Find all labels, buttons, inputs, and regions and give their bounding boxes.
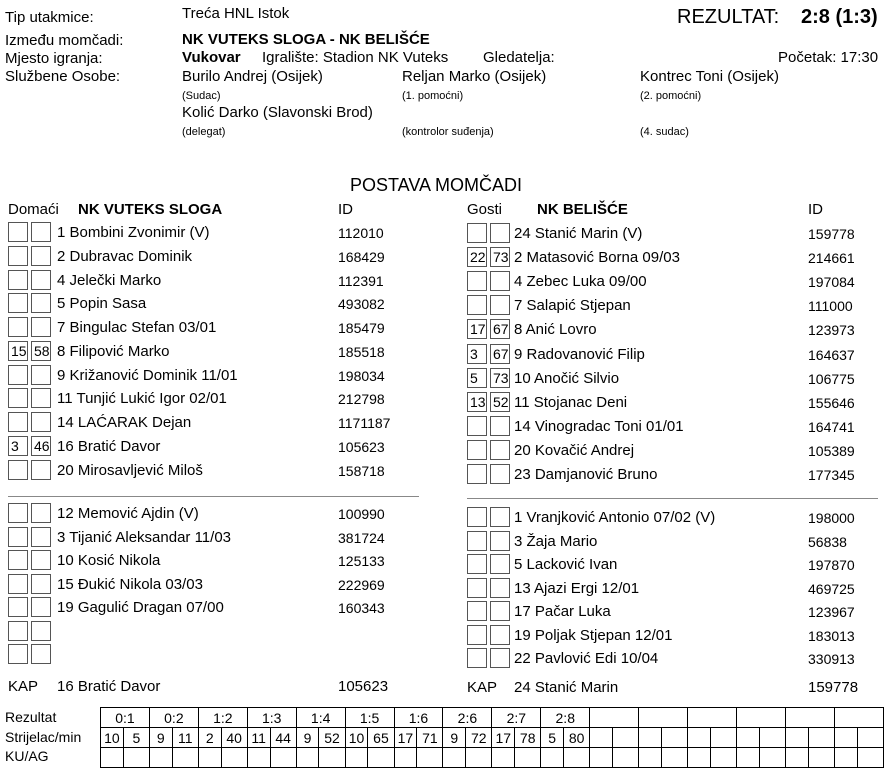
home-player: 8 Filipović Marko xyxy=(57,342,170,360)
home-box-2 xyxy=(31,644,51,664)
home-player: 2 Dubravac Dominik xyxy=(57,247,193,265)
away-box-2 xyxy=(490,648,510,668)
ku-ag-cell xyxy=(492,748,515,768)
away-player: 11 Stojanac Deni xyxy=(514,393,628,411)
score-cell xyxy=(639,708,688,728)
home-kap-player: 16 Bratić Davor xyxy=(57,678,161,695)
away-box-2: 73 xyxy=(490,247,510,267)
away-player-id: 164741 xyxy=(808,418,855,435)
score-cell: 2:7 xyxy=(492,708,541,728)
scorer-number-cell: 17 xyxy=(492,728,515,748)
home-player: 15 Đukić Nikola 03/03 xyxy=(57,575,203,593)
home-player: 20 Mirosavljević Miloš xyxy=(57,461,203,479)
home-box-2 xyxy=(31,365,51,385)
ku-ag-cell xyxy=(247,748,270,768)
home-box-1: 3 xyxy=(8,436,28,456)
away-kap-player: 24 Stanić Marin xyxy=(514,679,619,696)
away-player-id: 159778 xyxy=(808,226,855,242)
away-player: 22 Pavlović Edi 10/04 xyxy=(514,650,659,667)
scorer-minute-cell: 40 xyxy=(221,728,247,748)
home-box-2 xyxy=(31,460,51,480)
sluzbene-label: Službene Osobe: xyxy=(5,68,121,85)
home-box-2 xyxy=(31,222,51,242)
ku-ag-cell xyxy=(368,748,394,768)
home-box-1 xyxy=(8,293,28,313)
home-box-2 xyxy=(31,270,51,290)
away-box-1: 22 xyxy=(467,247,487,267)
official-role: (1. pomoćni) xyxy=(402,90,464,102)
away-player: 19 Poljak Stjepan 12/01 xyxy=(514,626,673,644)
away-player: 24 Stanić Marin (V) xyxy=(514,225,643,242)
ku-ag-cell xyxy=(564,748,590,768)
home-player-id: 168429 xyxy=(338,248,385,265)
scorer-number-cell xyxy=(834,728,857,748)
official-name: Kontrec Toni (Osijek) xyxy=(640,68,779,85)
away-player: 17 Pačar Luka xyxy=(514,603,611,620)
scorer-number-cell xyxy=(590,728,613,748)
away-box-2: 67 xyxy=(490,344,510,364)
away-box-1 xyxy=(467,601,487,621)
official-role: (4. sudac) xyxy=(640,126,689,138)
tip-value: Treća HNL Istok xyxy=(182,5,290,22)
away-player-id: 469725 xyxy=(808,580,855,597)
home-box-2 xyxy=(31,621,51,641)
ku-ag-cell xyxy=(808,748,834,768)
scorer-minute-cell: 72 xyxy=(466,728,492,748)
away-player-id: 105389 xyxy=(808,442,855,459)
score-cell: 1:5 xyxy=(345,708,394,728)
ku-ag-cell xyxy=(857,748,883,768)
home-player-id: 112010 xyxy=(338,225,384,241)
scorer-number-cell xyxy=(639,728,662,748)
away-kap-id: 159778 xyxy=(808,679,859,696)
home-box-1 xyxy=(8,527,28,547)
home-box-1 xyxy=(8,317,28,337)
home-box-1 xyxy=(8,246,28,266)
home-player-id: 212798 xyxy=(338,391,385,408)
scorer-minute-cell: 65 xyxy=(368,728,394,748)
tip-label: Tip utakmice: xyxy=(5,9,94,26)
score-cell xyxy=(688,708,737,728)
home-box-2 xyxy=(31,574,51,594)
official-name: Kolić Darko (Slavonski Brod) xyxy=(182,104,373,121)
home-player-id: 222969 xyxy=(338,576,385,593)
home-box-1 xyxy=(8,503,28,523)
away-id-label: ID xyxy=(808,201,823,218)
home-box-1 xyxy=(8,412,28,432)
home-player: 11 Tunjić Lukić Igor 02/01 xyxy=(57,390,227,408)
score-cell xyxy=(736,708,785,728)
away-side-label: Gosti xyxy=(467,201,503,218)
away-box-2 xyxy=(490,416,510,436)
scorer-number-cell: 10 xyxy=(345,728,368,748)
scorer-minute-cell: 52 xyxy=(319,728,345,748)
ku-ag-cell xyxy=(198,748,221,768)
score-cell xyxy=(590,708,639,728)
away-box-2 xyxy=(490,223,510,243)
match-teams: NK VUTEKS SLOGA - NK BELIŠĆE xyxy=(182,31,430,48)
home-player-id: 105623 xyxy=(338,438,385,455)
away-box-2: 73 xyxy=(490,368,510,388)
scorer-number-cell: 9 xyxy=(443,728,466,748)
izmedu-label: Između momčadi: xyxy=(5,32,124,49)
scorer-minute-cell xyxy=(808,728,834,748)
away-box-1 xyxy=(467,295,487,315)
away-player: 10 Anočić Silvio xyxy=(514,369,620,387)
scorer-minute-cell xyxy=(759,728,785,748)
ku-ag-cell xyxy=(466,748,492,768)
away-box-1 xyxy=(467,554,487,574)
official-role: (kontrolor suđenja) xyxy=(402,126,494,138)
scorer-minute-cell xyxy=(612,728,638,748)
home-box-2 xyxy=(31,293,51,313)
home-box-2 xyxy=(31,412,51,432)
ku-ag-cell xyxy=(319,748,345,768)
away-player-id: 198000 xyxy=(808,510,855,526)
home-box-1 xyxy=(8,388,28,408)
score-cell: 0:1 xyxy=(101,708,150,728)
away-box-2 xyxy=(490,440,510,460)
home-player-id: 198034 xyxy=(338,367,385,384)
scorer-number-cell: 9 xyxy=(149,728,172,748)
ku-ag-cell xyxy=(221,748,247,768)
away-box-1 xyxy=(467,223,487,243)
scorer-number-cell xyxy=(736,728,759,748)
ku-ag-cell xyxy=(541,748,564,768)
away-player-id: 155646 xyxy=(808,394,855,411)
home-box-1 xyxy=(8,550,28,570)
ku-ag-cell xyxy=(759,748,785,768)
score-cell: 0:2 xyxy=(149,708,198,728)
ku-ag-cell xyxy=(661,748,687,768)
rezultat-label: REZULTAT: xyxy=(677,6,780,28)
away-box-2 xyxy=(490,531,510,551)
scorer-number-cell: 9 xyxy=(296,728,319,748)
ku-ag-cell xyxy=(443,748,466,768)
scorer-minute-cell: 71 xyxy=(417,728,443,748)
scorer-number-cell xyxy=(688,728,711,748)
home-box-2 xyxy=(31,246,51,266)
ku-ag-cell xyxy=(101,748,124,768)
away-player: 1 Vranjković Antonio 07/02 (V) xyxy=(514,509,716,526)
home-player: 9 Križanović Dominik 11/01 xyxy=(57,366,238,384)
home-box-1 xyxy=(8,460,28,480)
away-player-id: 177345 xyxy=(808,467,855,483)
away-box-1 xyxy=(467,464,487,484)
away-box-2 xyxy=(490,464,510,484)
away-kap-label: KAP xyxy=(467,679,498,696)
scorer-minute-cell: 80 xyxy=(564,728,590,748)
away-player-id: 197084 xyxy=(808,274,855,291)
score-cell xyxy=(834,708,883,728)
away-box-1 xyxy=(467,416,487,436)
score-cell: 1:2 xyxy=(198,708,247,728)
home-box-1: 15 xyxy=(8,341,28,361)
away-player-id: 330913 xyxy=(808,651,855,667)
home-box-2: 46 xyxy=(31,436,51,456)
score-cell: 1:3 xyxy=(247,708,296,728)
scorer-number-cell: 11 xyxy=(247,728,270,748)
ku-ag-cell xyxy=(270,748,296,768)
away-player: 8 Anić Lovro xyxy=(514,321,597,339)
home-player: 10 Kosić Nikola xyxy=(57,552,161,569)
home-side-label: Domaći xyxy=(8,201,59,218)
home-team-name: NK VUTEKS SLOGA xyxy=(78,201,223,218)
away-box-2: 52 xyxy=(490,392,510,412)
mjesto-label: Mjesto igranja: xyxy=(5,50,103,67)
away-player-id: 197870 xyxy=(808,557,855,573)
mjesto-value: Vukovar xyxy=(182,49,241,66)
gledatelja: Gledatelja: xyxy=(483,49,555,66)
home-box-2 xyxy=(31,597,51,617)
ku-ag-cell xyxy=(785,748,808,768)
home-box-2 xyxy=(31,388,51,408)
home-box-1 xyxy=(8,365,28,385)
ku-ag-cell xyxy=(710,748,736,768)
away-player: 7 Salapić Stjepan xyxy=(514,297,631,315)
away-player: 3 Žaja Mario xyxy=(514,532,598,550)
igraliste: Igralište: Stadion NK Vuteks xyxy=(262,49,449,66)
home-player: 3 Tijanić Aleksandar 11/03 xyxy=(57,528,232,546)
scorer-minute-cell xyxy=(857,728,883,748)
ku-ag-cell xyxy=(394,748,417,768)
away-box-2: 67 xyxy=(490,319,510,339)
ku-ag-cell xyxy=(149,748,172,768)
official-name: Reljan Marko (Osijek) xyxy=(402,68,547,85)
score-table xyxy=(100,707,884,768)
away-player-id: 123967 xyxy=(808,604,855,620)
away-box-1: 17 xyxy=(467,319,487,339)
away-player-id: 123973 xyxy=(808,322,855,339)
away-player: 5 Lacković Ivan xyxy=(514,556,618,573)
away-box-1 xyxy=(467,578,487,598)
away-box-1 xyxy=(467,648,487,668)
away-player: 23 Damjanović Bruno xyxy=(514,466,658,483)
home-player-id: 185479 xyxy=(338,320,385,336)
home-box-1 xyxy=(8,574,28,594)
away-box-1: 5 xyxy=(467,368,487,388)
pocetak: Početak: 17:30 xyxy=(778,49,879,66)
home-player-id: 112391 xyxy=(338,272,384,289)
official-role: (2. pomoćni) xyxy=(640,90,702,102)
home-id-label: ID xyxy=(338,201,353,218)
scorer-number-cell: 17 xyxy=(394,728,417,748)
scorer-minute-cell: 78 xyxy=(515,728,541,748)
home-box-1 xyxy=(8,222,28,242)
home-box-2 xyxy=(31,527,51,547)
ku-ag-cell xyxy=(417,748,443,768)
home-player: 4 Jelečki Marko xyxy=(57,271,162,289)
away-box-1: 13 xyxy=(467,392,487,412)
home-player: 7 Bingulac Stefan 03/01 xyxy=(57,319,217,336)
official-name: Burilo Andrej (Osijek) xyxy=(182,68,323,85)
home-player-id: 125133 xyxy=(338,553,385,569)
away-box-2 xyxy=(490,554,510,574)
away-player-id: 56838 xyxy=(808,533,847,550)
score-cell xyxy=(785,708,834,728)
score-cell: 2:6 xyxy=(443,708,492,728)
home-divider xyxy=(8,496,419,497)
home-player: 16 Bratić Davor xyxy=(57,437,161,455)
home-player-id: 185518 xyxy=(338,343,385,360)
home-box-1 xyxy=(8,644,28,664)
away-divider xyxy=(467,498,878,499)
away-player-id: 106775 xyxy=(808,370,855,387)
section-title: POSTAVA MOMČADI xyxy=(350,175,523,195)
score-cell: 2:8 xyxy=(541,708,590,728)
away-player: 20 Kovačić Andrej xyxy=(514,441,635,459)
scorer-number-cell xyxy=(785,728,808,748)
home-player: 1 Bombini Zvonimir (V) xyxy=(57,224,210,241)
home-box-2: 58 xyxy=(31,341,51,361)
away-box-1 xyxy=(467,271,487,291)
home-kap-id: 105623 xyxy=(338,678,389,695)
away-team-name: NK BELIŠĆE xyxy=(537,201,628,218)
home-player: 19 Gagulić Dragan 07/00 xyxy=(57,599,224,616)
official-role: (Sudac) xyxy=(182,90,221,102)
away-box-2 xyxy=(490,271,510,291)
away-player: 4 Zebec Luka 09/00 xyxy=(514,273,647,291)
ku-ag-cell xyxy=(834,748,857,768)
ku-ag-cell xyxy=(612,748,638,768)
score-cell: 1:6 xyxy=(394,708,443,728)
scorer-minute-cell: 5 xyxy=(123,728,149,748)
ku-ag-row-label: KU/AG xyxy=(5,748,49,764)
score-cell: 1:4 xyxy=(296,708,345,728)
away-box-1 xyxy=(467,507,487,527)
scorer-minute-cell: 44 xyxy=(270,728,296,748)
scorer-number-cell: 10 xyxy=(101,728,124,748)
away-player: 14 Vinogradac Toni 01/01 xyxy=(514,417,684,435)
rezultat-value: 2:8 (1:3) xyxy=(801,6,878,28)
away-player-id: 111000 xyxy=(808,298,853,315)
away-box-2 xyxy=(490,601,510,621)
home-box-1 xyxy=(8,270,28,290)
away-player: 13 Ajazi Ergi 12/01 xyxy=(514,579,640,597)
away-player-id: 214661 xyxy=(808,250,855,267)
home-box-1 xyxy=(8,621,28,641)
away-box-2 xyxy=(490,507,510,527)
away-box-2 xyxy=(490,578,510,598)
away-box-1: 3 xyxy=(467,344,487,364)
away-player: 9 Radovanović Filip xyxy=(514,345,645,363)
away-box-2 xyxy=(490,625,510,645)
away-player: 2 Matasović Borna 09/03 xyxy=(514,249,680,267)
home-player-id: 158718 xyxy=(338,462,385,479)
ku-ag-cell xyxy=(123,748,149,768)
ku-ag-cell xyxy=(172,748,198,768)
ku-ag-cell xyxy=(639,748,662,768)
ku-ag-cell xyxy=(590,748,613,768)
official-role: (delegat) xyxy=(182,126,226,138)
ku-ag-cell xyxy=(345,748,368,768)
ku-ag-cell xyxy=(296,748,319,768)
scorer-minute-cell xyxy=(661,728,687,748)
ku-ag-cell xyxy=(688,748,711,768)
home-box-2 xyxy=(31,317,51,337)
home-player: 12 Memović Ajdin (V) xyxy=(57,505,199,522)
home-player-id: 1171187 xyxy=(338,415,391,431)
ku-ag-cell xyxy=(515,748,541,768)
away-player-id: 183013 xyxy=(808,627,855,644)
away-box-2 xyxy=(490,295,510,315)
scorer-minute-cell: 11 xyxy=(172,728,198,748)
home-player: 5 Popin Sasa xyxy=(57,295,147,313)
home-box-2 xyxy=(31,503,51,523)
scorer-number-cell: 5 xyxy=(541,728,564,748)
scorer-minute-cell xyxy=(710,728,736,748)
away-box-1 xyxy=(467,625,487,645)
scorer-number-cell: 2 xyxy=(198,728,221,748)
away-player-id: 164637 xyxy=(808,346,855,363)
away-box-1 xyxy=(467,440,487,460)
away-box-1 xyxy=(467,531,487,551)
strijelac-row-label: Strijelac/min xyxy=(5,729,82,745)
rezultat-row-label: Rezultat xyxy=(5,709,57,725)
home-box-1 xyxy=(8,597,28,617)
home-player-id: 100990 xyxy=(338,506,385,522)
home-player-id: 160343 xyxy=(338,600,385,616)
home-kap-label: KAP xyxy=(8,678,39,695)
ku-ag-cell xyxy=(736,748,759,768)
home-player: 14 LAĆARAK Dejan xyxy=(57,414,192,431)
home-box-2 xyxy=(31,550,51,570)
home-player-id: 493082 xyxy=(338,296,385,313)
home-player-id: 381724 xyxy=(338,529,385,546)
